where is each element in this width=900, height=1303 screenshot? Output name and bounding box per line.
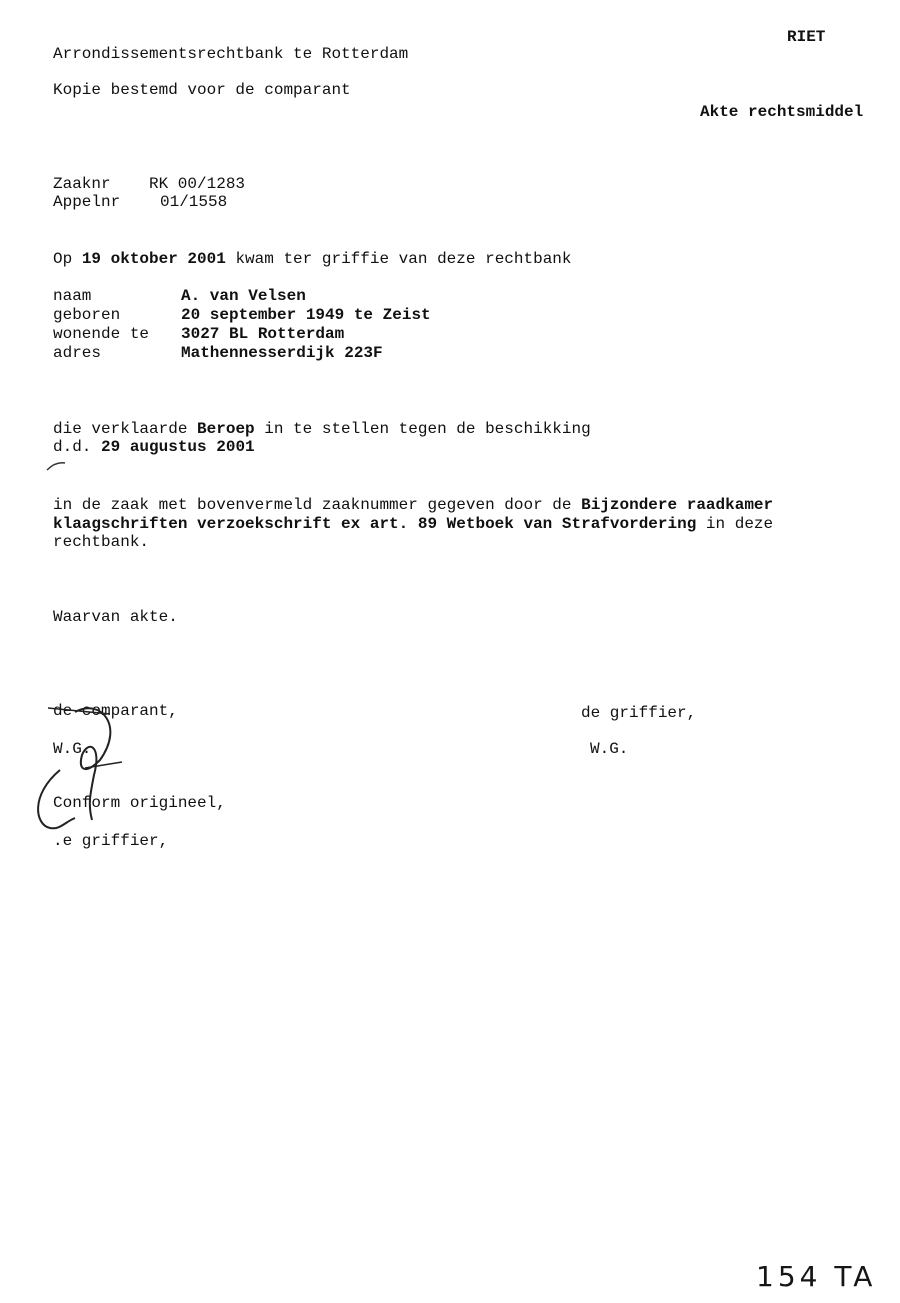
comparant-label: de comparant, <box>53 702 178 720</box>
griffier-initials: W.G. <box>590 740 629 758</box>
griffier-label: de griffier, <box>581 704 697 722</box>
naam-value: A. van Velsen <box>181 287 306 305</box>
case-text-klaagschriften: klaagschriften verzoekschrift ex art. 89 Wetboek van Strafvordering <box>53 515 697 533</box>
case-text-line-1 <box>53 496 773 515</box>
griffier-label-2: .e griffier, <box>53 832 169 850</box>
naam-label: naam <box>53 287 92 305</box>
statement-beroep: Beroep <box>197 420 255 438</box>
geboren-label: geboren <box>53 306 121 324</box>
statement-prefix: die verklaarde <box>53 420 198 438</box>
case-text-raadkamer: Bijzondere raadkamer <box>581 496 774 514</box>
handwritten-page-note: 154 TA <box>756 1260 877 1293</box>
wonende-value: 3027 BL Rotterdam <box>181 325 345 343</box>
intro-date: 19 oktober 2001 <box>81 250 226 268</box>
adres-label: adres <box>53 344 102 362</box>
statement-line-1 <box>53 420 591 439</box>
conform-origineel: Conform origineel, <box>53 794 226 812</box>
statement-suffix: in te stellen tegen de beschikking <box>254 420 591 438</box>
adres-value: Mathennesserdijk 223F <box>181 344 383 362</box>
case-text-prefix: in de zaak met bovenvermeld zaaknummer gegeven door de <box>53 496 582 514</box>
comparant-signature-mark <box>30 700 140 840</box>
case-text-line-2 <box>53 515 773 534</box>
statement-dd: d.d. <box>53 438 102 456</box>
wonende-label: wonende te <box>53 325 150 343</box>
zaaknr-label: Zaaknr <box>53 175 111 193</box>
intro-line <box>53 250 572 269</box>
copy-note: Kopie bestemd voor de comparant <box>53 81 351 99</box>
comparant-initials: W.G. <box>53 740 92 758</box>
court-name: Arrondissementsrechtbank te Rotterdam <box>53 45 409 63</box>
case-text-suffix: in deze <box>696 515 774 533</box>
appelnr-value: 01/1558 <box>160 193 228 211</box>
zaaknr-value: RK 00/1283 <box>149 175 246 193</box>
intro-suffix: kwam ter griffie van deze rechtbank <box>225 250 572 268</box>
margin-mark <box>45 458 69 474</box>
closing-text: Waarvan akte. <box>53 608 178 626</box>
case-text-line-3: rechtbank. <box>53 533 150 551</box>
statement-date: 29 augustus 2001 <box>101 438 255 456</box>
statement-line-2 <box>53 438 255 457</box>
intro-prefix: Op <box>53 250 82 268</box>
geboren-value: 20 september 1949 te Zeist <box>181 306 431 324</box>
stamp-riet: RIET <box>787 28 826 46</box>
appelnr-label: Appelnr <box>53 193 121 211</box>
document-type: Akte rechtsmiddel <box>700 103 864 121</box>
